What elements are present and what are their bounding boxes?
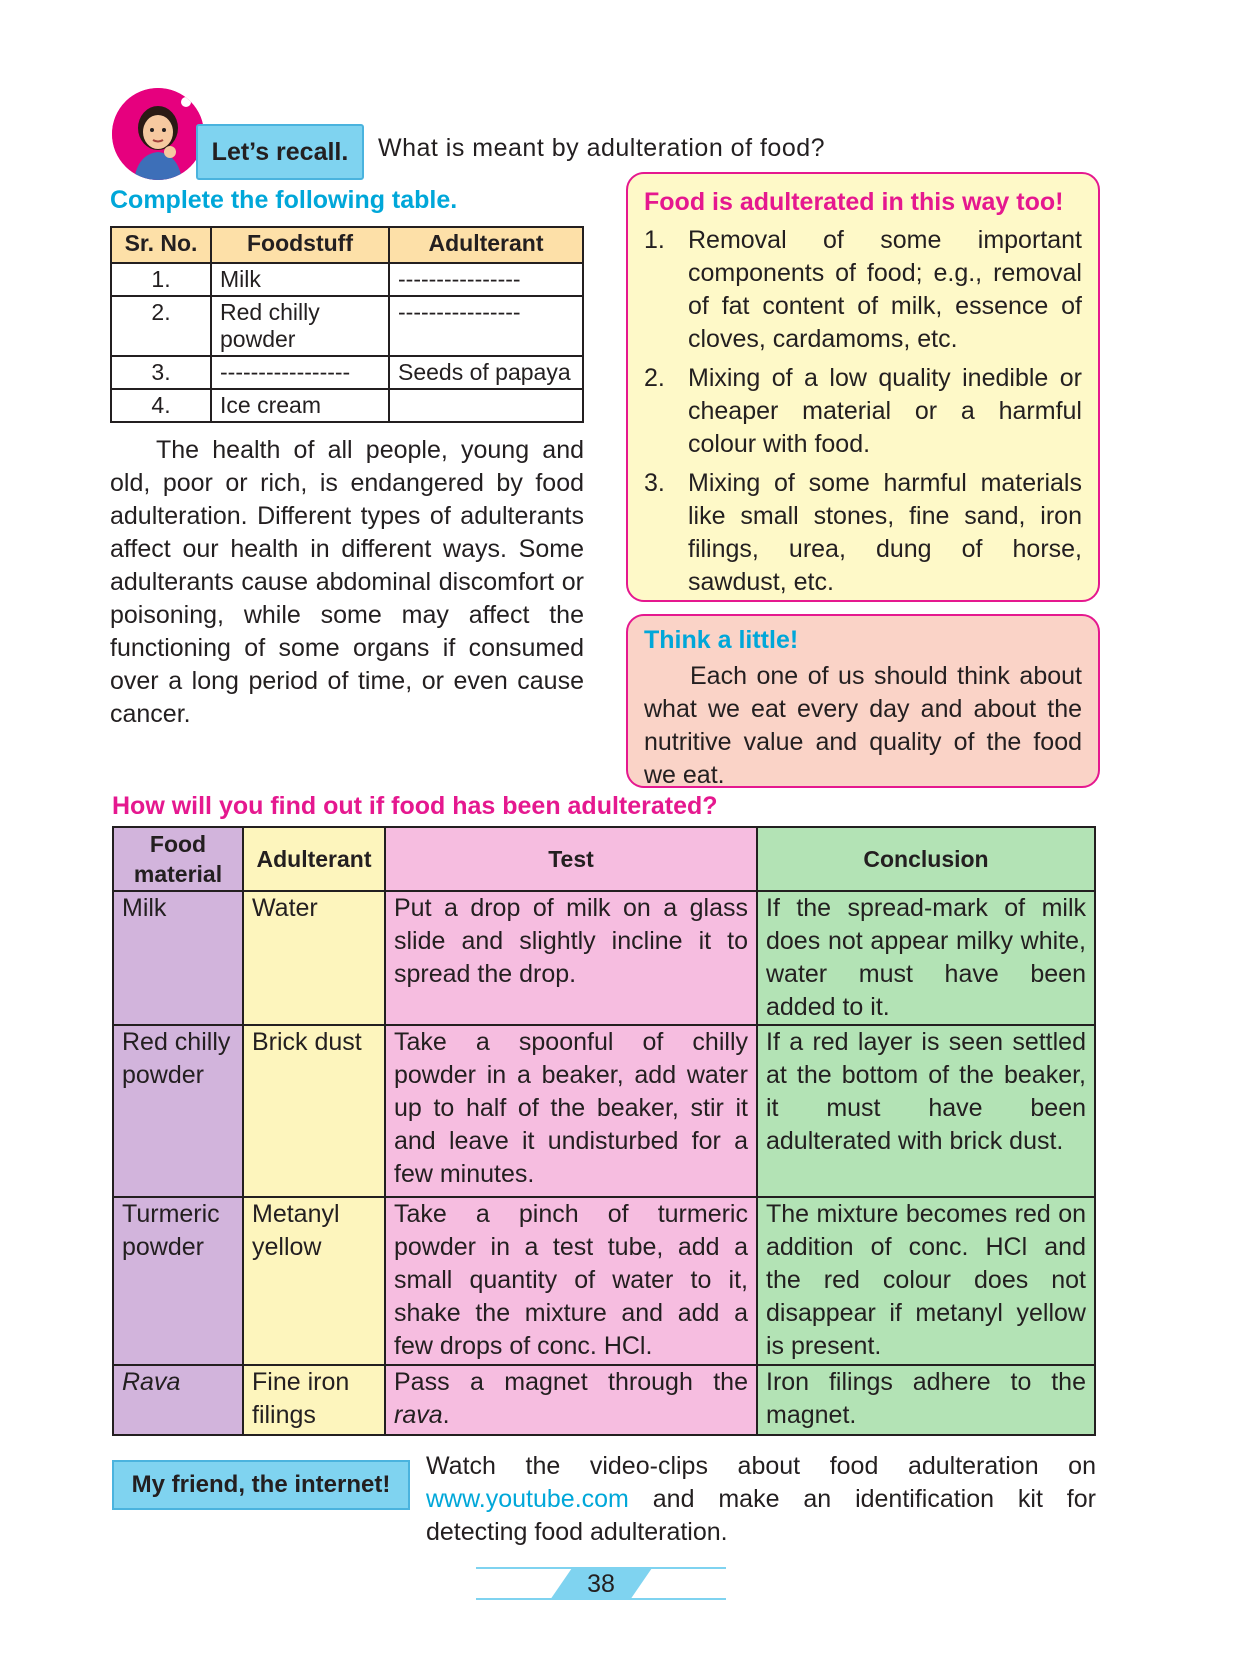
cell-foodstuff: ----------------- — [211, 356, 389, 389]
table-row — [111, 356, 583, 389]
internet-activity-text — [426, 1450, 1096, 1549]
my-friend-internet-tag: My friend, the internet! — [112, 1460, 410, 1510]
list-item — [644, 224, 1082, 356]
list-item-text: Mixing of a low quality inedible or cheaper material or a harmful colour with food. — [688, 364, 1082, 458]
list-item-text: Mixing of some harmful materials like small stones, fine sand, iron filings, urea, dung of horse, sawdust, etc. — [688, 469, 1082, 596]
cell-test-end: . — [442, 1401, 450, 1429]
complete-table — [110, 226, 584, 423]
cell-adulterant: Seeds of papaya — [389, 356, 583, 389]
header-conclusion: Conclusion — [757, 827, 1095, 891]
cell-conclusion: If the spread-mark of milk does not appear milky white, water must have been added to it. — [757, 891, 1095, 1025]
cell-conclusion: If a red layer is seen settled at the bottom of the beaker, it must have been adulterated with brick dust. — [757, 1025, 1095, 1197]
adulteration-ways-list — [644, 224, 1082, 605]
cell-test — [385, 1365, 757, 1435]
body-paragraph: The health of all people, young and old, poor or rich, is endangered by food adulteration. Different types of adulterants affect our health in different ways. Some adulterants cause abdominal discomfort or poisoning, while some may affect the functioning of some organs if consumed over a long period of time, or even cause cancer. — [110, 436, 584, 728]
table-row — [111, 389, 583, 422]
internet-text-end: and make an identification kit for detecting food adulteration. — [426, 1485, 1096, 1546]
cell-sr-no: 2. — [111, 296, 211, 356]
table-row — [111, 263, 583, 296]
girl-thinking-icon — [112, 88, 204, 180]
big-table-heading: How will you find out if food has been adulterated? — [112, 792, 718, 820]
cell-test: Take a spoonful of chilly powder in a beaker, add water up to half of the beaker, stir it and leave it undisturbed for a few minutes. — [385, 1025, 757, 1197]
table-row — [113, 1197, 1095, 1365]
table-row — [113, 1025, 1095, 1197]
table-row — [111, 296, 583, 356]
header-sr-no: Sr. No. — [111, 227, 211, 263]
list-item — [644, 362, 1082, 461]
cell-adulterant: Metanyl yellow — [243, 1197, 385, 1365]
list-item-number: 3. — [644, 469, 665, 497]
cell-food: Milk — [113, 891, 243, 1025]
youtube-link[interactable]: www.youtube.com — [426, 1485, 629, 1513]
adulteration-ways-box — [626, 172, 1100, 602]
cell-food: Rava — [113, 1365, 243, 1435]
list-item — [644, 467, 1082, 599]
page-number-badge — [476, 1566, 726, 1602]
list-item-text: Removal of some important components of food; e.g., removal of fat content of milk, essence of cloves, cardamoms, etc. — [688, 226, 1082, 353]
cell-adulterant: ---------------- — [389, 296, 583, 356]
header-foodstuff: Foodstuff — [211, 227, 389, 263]
small-table-heading: Complete the following table. — [110, 186, 458, 214]
cell-adulterant: Water — [243, 891, 385, 1025]
header-test: Test — [385, 827, 757, 891]
cell-adulterant — [389, 389, 583, 422]
cell-test-emphasis: rava — [394, 1401, 443, 1429]
cell-adulterant: Fine iron filings — [243, 1365, 385, 1435]
page-number: 38 — [587, 1570, 615, 1598]
cell-test: Put a drop of milk on a glass slide and slightly incline it to spread the drop. — [385, 891, 757, 1025]
cell-sr-no: 1. — [111, 263, 211, 296]
cell-sr-no: 3. — [111, 356, 211, 389]
think-a-little-box — [626, 614, 1100, 788]
cell-adulterant: ---------------- — [389, 263, 583, 296]
lets-recall-tag: Let’s recall. — [196, 124, 364, 180]
cell-adulterant: Brick dust — [243, 1025, 385, 1197]
internet-text-start: Watch the video-clips about food adulteration on — [426, 1452, 1096, 1480]
cell-conclusion: The mixture becomes red on addition of conc. HCl and the red colour does not disappear if metanyl yellow is present. — [757, 1197, 1095, 1365]
cell-test: Take a pinch of turmeric powder in a test tube, add a small quantity of water to it, shake the mixture and add a few drops of conc. HCl. — [385, 1197, 757, 1365]
think-a-little-title: Think a little! — [644, 626, 799, 654]
cell-foodstuff: Milk — [211, 263, 389, 296]
header-adulterant: Adulterant — [389, 227, 583, 263]
table-row — [113, 1365, 1095, 1435]
table-row — [113, 891, 1095, 1025]
cell-foodstuff: Ice cream — [211, 389, 389, 422]
cell-food: Turmeric powder — [113, 1197, 243, 1365]
recall-question: What is meant by adulteration of food? — [378, 134, 826, 162]
cell-test-text: Pass a magnet through the — [394, 1368, 748, 1396]
cell-sr-no: 4. — [111, 389, 211, 422]
cell-food: Red chilly powder — [113, 1025, 243, 1197]
header-adulterant: Adulterant — [243, 827, 385, 891]
think-a-little-text: Each one of us should think about what we eat every day and about the nutritive value and quality of the food we eat. — [644, 662, 1082, 789]
adulteration-test-table — [112, 826, 1096, 1436]
header-food-material: Food material — [113, 827, 243, 891]
adulteration-ways-title: Food is adulterated in this way too! — [644, 188, 1064, 216]
cell-conclusion: Iron filings adhere to the magnet. — [757, 1365, 1095, 1435]
cell-foodstuff: Red chilly powder — [211, 296, 389, 356]
list-item-number: 1. — [644, 226, 665, 254]
list-item-number: 2. — [644, 364, 665, 392]
